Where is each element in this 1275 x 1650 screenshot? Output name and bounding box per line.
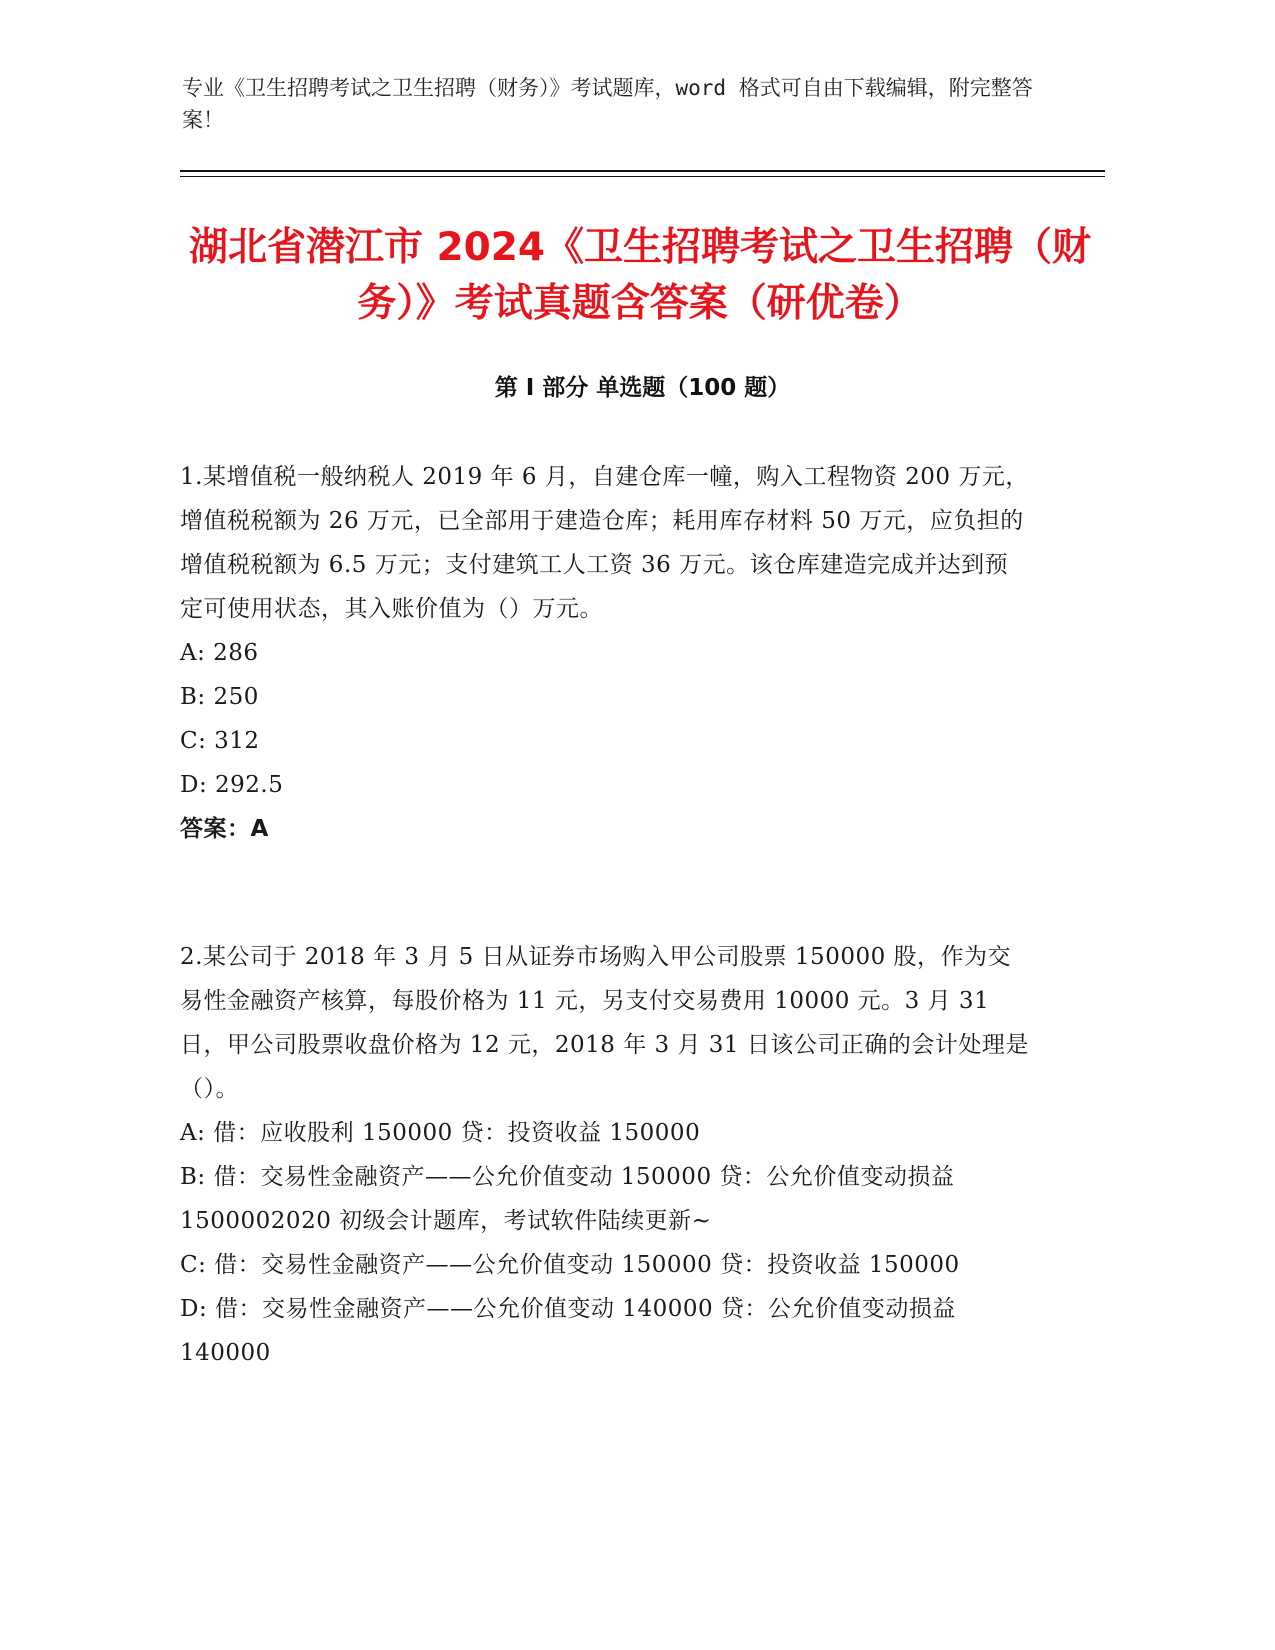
question-1 (180, 455, 1030, 851)
option-a: A: 借：应收股利 150000 贷：投资收益 150000 (180, 1120, 701, 1146)
header-note: 专业《卫生招聘考试之卫生招聘（财务）》考试题库，word 格式可自由下载编辑，附完整答案！ (182, 76, 1033, 132)
document-title: 湖北省潜江市 2024《卫生招聘考试之卫生招聘（财务）》考试真题含答案（研优卷） (188, 225, 1092, 326)
answer-label: 答案：A (180, 816, 269, 842)
option-b: B: 借：交易性金融资产——公允价值变动 150000 贷：公允价值变动损益 1500002020 初级会计题库，考试软件陆续更新~ (180, 1164, 955, 1234)
option-d: D: 292.5 (180, 772, 284, 798)
option-d: D: 借：交易性金融资产——公允价值变动 140000 贷：公允价值变动损益 140000 (180, 1296, 956, 1366)
question-stem: 1.某增值税一般纳税人 2019 年 6 月，自建仓库一幢，购入工程物资 200 万元，增值税税额为 26 万元，已全部用于建造仓库；耗用库存材料 50 万元，应负担的增值税税额为 6.5 万元；支付建筑工人工资 36 万元。该仓库建造完成并达到预定可使用状态，其入账价值为（）万元。 (180, 464, 1029, 622)
option-c: C: 312 (180, 728, 260, 754)
option-a: A: 286 (180, 640, 259, 666)
option-c: C: 借：交易性金融资产——公允价值变动 150000 贷：投资收益 150000 (180, 1252, 960, 1278)
header-rule-thin (180, 176, 1105, 177)
header-rule-thick (180, 170, 1105, 172)
question-stem: 2.某公司于 2018 年 3 月 5 日从证券市场购入甲公司股票 150000 股，作为交易性金融资产核算，每股价格为 11 元，另支付交易费用 10000 元。3 月 31 日，甲公司股票收盘价格为 12 元，2018 年 3 月 31 日该公司正确的会计处理是（）。 (180, 944, 1029, 1102)
option-b: B: 250 (180, 684, 259, 710)
section-title: 第 I 部分 单选题（100 题） (494, 375, 791, 401)
question-2 (180, 935, 1030, 1375)
